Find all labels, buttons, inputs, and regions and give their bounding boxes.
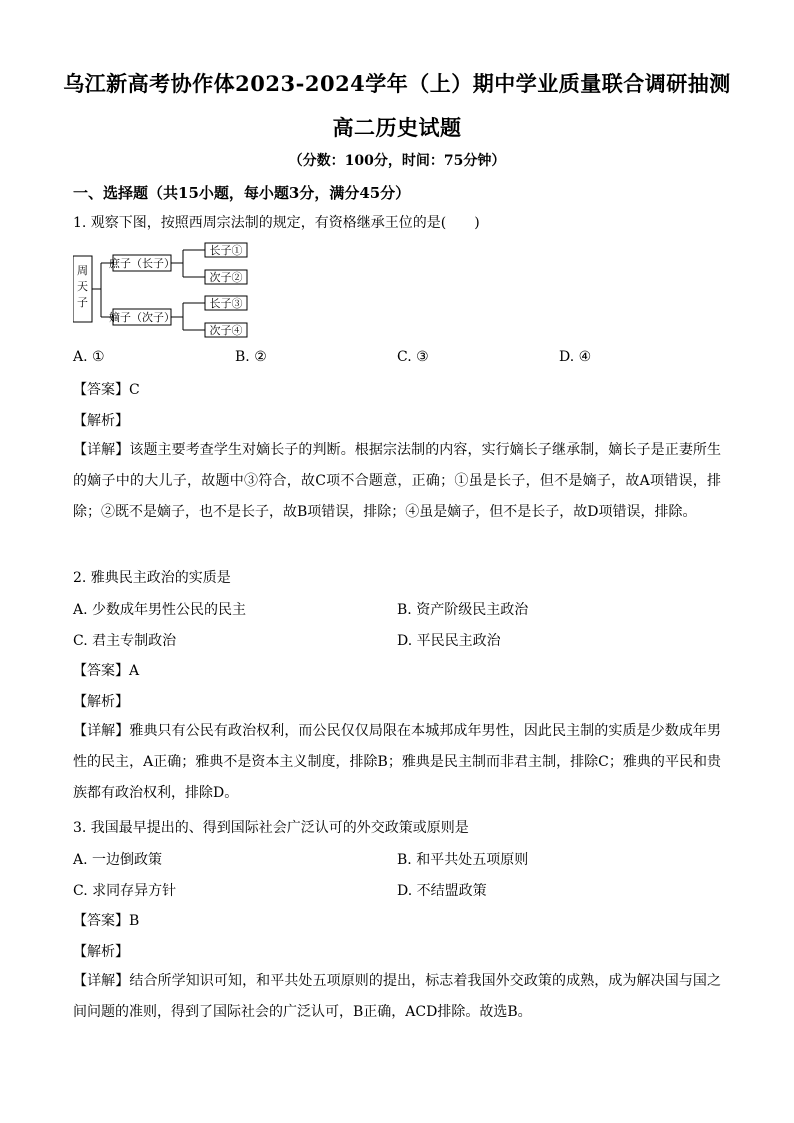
diagram-leaf-2: 次子② <box>209 271 243 284</box>
q3-analysis-label: 【解析】 <box>73 944 129 960</box>
q1-option-d: D. ④ <box>559 349 592 365</box>
diagram-root-char1: 周 <box>77 264 88 277</box>
q2-option-d: D. 平民民主政治 <box>397 633 501 649</box>
exam-title-line1: 乌江新高考协作体2023-2024学年（上）期中学业质量联合调研抽测 <box>63 71 731 96</box>
q3-stem: 3. 我国最早提出的、得到国际社会广泛认可的外交政策或原则是 <box>73 820 469 836</box>
q2-option-c: C. 君主专制政治 <box>73 633 177 649</box>
diagram-leaf-3: 长子③ <box>209 297 243 310</box>
q1-detail: 【详解】该题主要考查学生对嫡长子的判断。根据宗法制的内容，实行嫡长子继承制，嫡长子是正妻所生的嫡子中的大儿子，故题中③符合，故C项不合题意，正确；①虽是长子，但不是嫡子，故A项错误，排除；②既不是嫡子，也不是长子，故B项错误，排除；④虽是嫡子，但不是长子，故D项错误，排除。 <box>73 442 721 520</box>
q3-answer: 【答案】B <box>73 913 140 929</box>
diagram-root-char3: 子 <box>77 296 88 309</box>
q1-option-a: A. ① <box>73 349 105 365</box>
diagram-root-char2: 天 <box>77 280 88 293</box>
score-time-info: （分数：100分，时间：75分钟） <box>288 153 506 169</box>
q1-option-b: B. ② <box>235 349 267 365</box>
q1-option-c: C. ③ <box>397 349 429 365</box>
diagram-leaf-4: 次子④ <box>209 324 243 337</box>
q2-answer: 【答案】A <box>73 663 140 679</box>
q2-option-b: B. 资产阶级民主政治 <box>397 602 529 618</box>
diagram-branch-top: 庶子（长子） <box>109 257 175 270</box>
q3-detail: 【详解】结合所学知识可知，和平共处五项原则的提出，标志着我国外交政策的成熟，成为解决国与国之间问题的准则，得到了国际社会的广泛认可，B正确，ACD排除。故选B。 <box>73 973 721 1020</box>
exam-title-line2: 高二历史试题 <box>332 115 462 140</box>
q3-option-d: D. 不结盟政策 <box>397 883 487 899</box>
q1-analysis-label: 【解析】 <box>73 413 129 429</box>
diagram-branch-bottom: 嫡子（次子） <box>109 311 175 324</box>
q3-option-c: C. 求同存异方针 <box>73 883 177 899</box>
q2-detail: 【详解】雅典只有公民有政治权利，而公民仅仅局限在本城邦成年男性，因此民主制的实质是少数成年男性的民主，A正确；雅典不是资本主义制度，排除B；雅典是民主制而非君主制，排除C；雅典的平民和贵族都有政治权利，排除D。 <box>73 723 721 801</box>
lineage-diagram <box>73 240 263 340</box>
q1-stem: 1. 观察下图，按照西周宗法制的规定，有资格继承王位的是( ) <box>73 215 480 231</box>
section-heading: 一、选择题（共15小题，每小题3分，满分45分） <box>73 184 411 202</box>
q2-option-a: A. 少数成年男性公民的民主 <box>73 602 247 618</box>
diagram-leaf-1: 长子① <box>209 244 243 257</box>
q2-analysis-label: 【解析】 <box>73 694 129 710</box>
q2-stem: 2. 雅典民主政治的实质是 <box>73 570 231 586</box>
q3-option-a: A. 一边倒政策 <box>73 852 163 868</box>
q1-answer: 【答案】C <box>73 382 140 398</box>
q3-option-b: B. 和平共处五项原则 <box>397 852 529 868</box>
